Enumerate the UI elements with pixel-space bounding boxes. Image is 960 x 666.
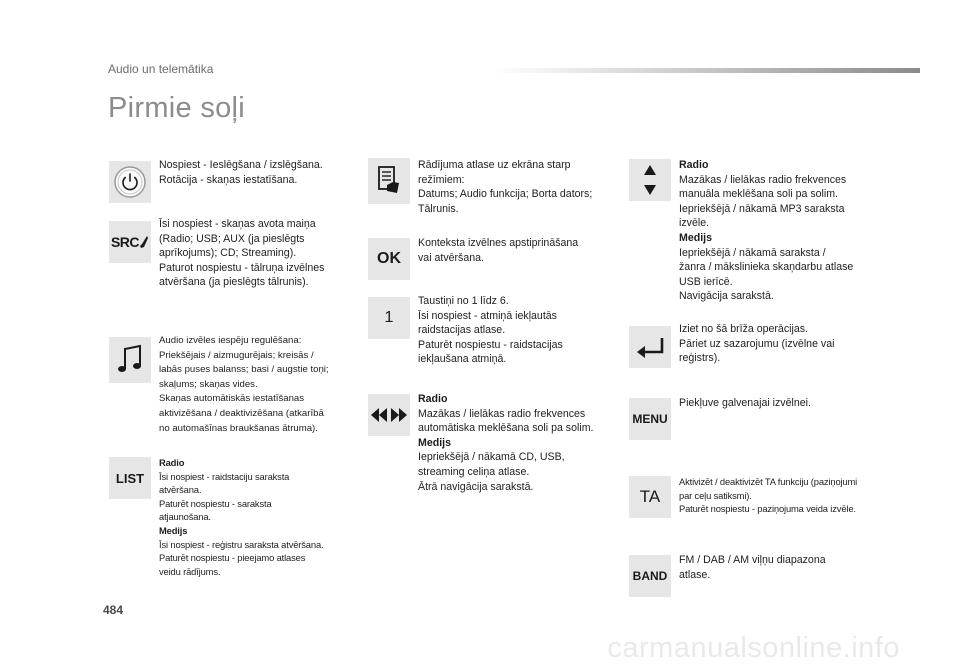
list-media-line-3: veidu rādījums. (159, 565, 221, 577)
display-line-1: Rādījuma atlase uz ekrāna starp (418, 159, 571, 171)
power-button-icon (109, 161, 151, 203)
list-description (159, 456, 323, 578)
updown-radio-line-3: Iepriekšējā / nākamā MP3 saraksta (679, 202, 845, 215)
list-media-line-1: Īsi nospiest - reģistru saraksta atvēršana. (159, 538, 324, 550)
header-rule (490, 68, 920, 73)
menu-button-icon (629, 398, 671, 440)
ok-icon-label: OK (377, 250, 401, 267)
seek-media-line-3: Ātrā navigācija sarakstā. (418, 480, 534, 493)
ta-line-2: par ceļu satiksmi). (679, 489, 752, 501)
updown-media-line-3: USB ierīcē. (679, 275, 733, 288)
list-radio-line-2: atvēršana. (159, 484, 202, 496)
menu-description (679, 396, 811, 411)
preset-icon-label: 1 (384, 309, 394, 326)
band-line-1: FM / DAB / AM viļņu diapazona (679, 554, 826, 566)
list-radio-line-4: atjaunošana. (159, 511, 211, 523)
display-line-3: Datums; Audio funkcija; Borta dators; (418, 188, 593, 201)
audio-line-1: Audio izvēles iespēju regulēšana: (159, 335, 302, 346)
presets-line-4: Paturēt nospiestu - raidstacijas (418, 338, 563, 351)
seek-media-line-2: streaming celiņa atlase. (418, 465, 530, 478)
audio-description (159, 334, 329, 436)
audio-line-3: labās puses balanss; basi / augstie toņi; (159, 364, 329, 376)
back-description (679, 322, 834, 366)
preset-one-icon (368, 297, 410, 339)
display-mode-icon (368, 158, 410, 204)
updown-media-heading: Medijs (679, 231, 712, 244)
audio-line-6: aktivizēšana / deaktivizēšana (atkarībā (159, 407, 324, 419)
audio-line-2: Priekšējais / aizmugurējais; kreisās / (159, 349, 314, 361)
display-line-2: režīmiem: (418, 173, 465, 186)
seek-media-line-1: Iepriekšējā / nākamā CD, USB, (418, 451, 565, 464)
page-title: Pirmie soļi (108, 92, 246, 124)
list-icon-label: LIST (115, 470, 145, 486)
seek-media-heading: Medijs (418, 436, 451, 449)
ok-line-1: Konteksta izvēlnes apstiprināšana (418, 237, 579, 249)
section-title: Audio un telemātika (108, 62, 214, 76)
ok-description (418, 236, 578, 265)
seek-radio-line-1: Mazākas / lielākas radio frekvences (418, 407, 586, 420)
updown-description (679, 158, 853, 304)
display-description (418, 158, 592, 216)
src-description (159, 217, 324, 290)
src-line-2: (Radio; USB; AUX (ja pieslēgts (159, 232, 305, 245)
band-description (679, 553, 826, 582)
audio-line-4: skaļums; skaņas vides. (159, 378, 258, 390)
presets-line-2: Īsi nospiest - atmiņā iekļautās (418, 309, 557, 322)
seek-description (418, 392, 593, 494)
power-description (159, 158, 323, 187)
back-line-2: Pāriet uz sazarojumu (izvēlne vai (679, 337, 835, 350)
watermark: carmanualsonline.info (607, 632, 900, 664)
list-media-line-2: Paturēt nospiestu - pieejamo atlases (159, 552, 306, 564)
music-note-icon (109, 337, 151, 383)
display-line-4: Tālrunis. (418, 202, 459, 215)
menu-line-1: Piekļuve galvenajai izvēlnei. (679, 397, 811, 409)
ta-line-1: Aktivizēt / deaktivizēt TA funkciju (paziņojumi (679, 476, 858, 487)
audio-line-5: Skaņas automātiskās iestatīšanas (159, 393, 305, 405)
updown-media-line-4: Navigācija sarakstā. (679, 290, 774, 303)
presets-line-1: Taustiņi no 1 līdz 6. (418, 295, 509, 307)
band-icon-label: BAND (632, 569, 668, 583)
menu-icon-label: MENU (632, 412, 668, 426)
ok-button-icon (368, 238, 410, 280)
list-button-icon (109, 457, 151, 499)
updown-media-line-1: Iepriekšējā / nākamā saraksta / (679, 246, 826, 259)
src-phone-icon (109, 221, 151, 263)
list-radio-line-3: Paturēt nospiestu - saraksta (159, 497, 272, 509)
updown-radio-line-1: Mazākas / lielākas radio frekvences (679, 173, 847, 186)
seek-arrows-icon (368, 394, 410, 436)
band-line-2: atlase. (679, 568, 711, 581)
list-radio-line-1: Īsi nospiest - raidstaciju saraksta (159, 470, 290, 482)
phone-handset-icon (139, 235, 149, 249)
seek-radio-heading: Radio (418, 393, 448, 405)
presets-line-3: raidstacijas atlase. (418, 324, 506, 337)
src-line-3: aprīkojums); CD; Streaming). (159, 247, 297, 260)
ta-button-icon (629, 476, 671, 518)
list-media-heading: Medijs (159, 524, 188, 536)
src-line-1: Īsi nospiest - skaņas avota maiņa (159, 218, 316, 230)
band-button-icon (629, 555, 671, 597)
updown-media-line-2: žanra / mākslinieka skaņdarbu atlase (679, 261, 854, 274)
src-icon-label: SRC (110, 234, 140, 250)
presets-line-5: iekļaušana atmiņā. (418, 353, 507, 366)
seek-radio-line-2: automātiska meklēšana soli pa solim. (418, 422, 594, 435)
back-arrow-icon (629, 326, 671, 368)
src-line-4: Paturot nospiestu - tālruņa izvēlnes (159, 261, 325, 274)
ok-line-2: vai atvēršana. (418, 251, 484, 264)
back-line-3: reģistrs). (679, 352, 721, 365)
ta-description (679, 475, 857, 516)
updown-radio-line-2: manuāla meklēšana soli pa solim. (679, 188, 838, 201)
back-line-1: Iziet no šā brīža operācijas. (679, 323, 808, 335)
power-line-2: Rotācija - skaņas iestatīšana. (159, 173, 298, 186)
power-line-1: Nospiest - Ieslēgšana / izslēgšana. (159, 159, 323, 171)
list-radio-heading: Radio (159, 457, 185, 468)
up-down-arrows-icon (629, 159, 671, 201)
updown-radio-line-4: izvēle. (679, 217, 710, 230)
audio-line-7: no automašīnas braukšanas ātruma). (159, 422, 318, 434)
updown-radio-heading: Radio (679, 159, 709, 171)
presets-description (418, 294, 563, 367)
ta-icon-label: TA (639, 487, 661, 506)
page-number: 484 (103, 603, 124, 617)
ta-line-3: Paturēt nospiestu - paziņojuma veida izvēle. (679, 503, 856, 515)
src-line-5: atvēršana (ja pieslēgts tālrunis). (159, 276, 309, 289)
